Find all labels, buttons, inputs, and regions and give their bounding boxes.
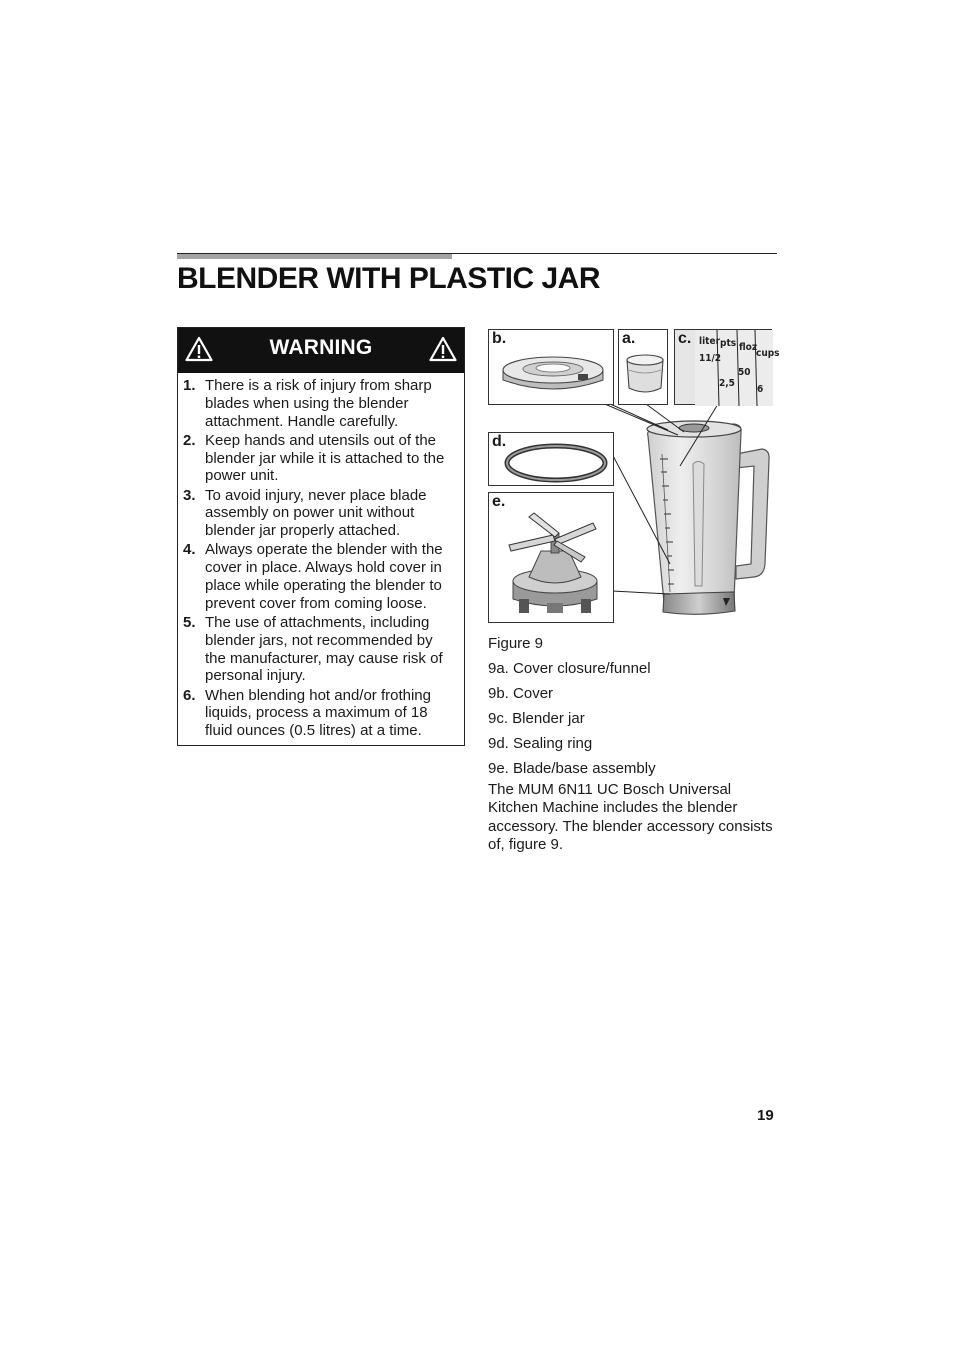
warning-item-text: Always operate the blender with the cover in place. Always hold cover in place while operating the blender to prevent cover from coming loose. bbox=[205, 541, 443, 612]
part-label: 9e. Blade/base assembly bbox=[488, 760, 656, 777]
callout-jar-scale bbox=[674, 329, 780, 405]
part-label: 9b. Cover bbox=[488, 685, 554, 702]
warning-item-text: To avoid injury, never place blade assembly on power unit without blender jar properly attached. bbox=[205, 486, 427, 540]
warning-item bbox=[183, 614, 454, 685]
callout-sealing-ring bbox=[488, 432, 614, 486]
warning-triangle-icon bbox=[429, 336, 457, 362]
part-label: 9c. Blender jar bbox=[488, 710, 585, 727]
blade-assembly-illustration bbox=[499, 511, 611, 621]
sealing-ring-illustration bbox=[503, 441, 609, 483]
scale-value-1: 11/2 bbox=[699, 353, 722, 364]
warning-item-text: Keep hands and utensils out of the blender jar while it is attached to the power unit. bbox=[205, 431, 445, 485]
warning-item-text: There is a risk of injury from sharp blades when using the blender attachment. Handle carefully. bbox=[205, 377, 432, 430]
callout-cover bbox=[488, 329, 614, 405]
warning-item-number: 2. bbox=[183, 431, 196, 449]
page-number: 19 bbox=[757, 1107, 774, 1124]
funnel-illustration bbox=[624, 352, 666, 398]
header-accent-bar bbox=[177, 254, 452, 259]
warning-item-number: 3. bbox=[183, 486, 196, 504]
scale-label-floz: floz bbox=[739, 342, 758, 353]
page-title: BLENDER WITH PLASTIC JAR bbox=[177, 262, 600, 295]
warning-item-text: When blending hot and/or frothing liquids, process a maximum of 18 fluid ounces (0.5 litres) at a time. bbox=[205, 686, 431, 740]
callout-blade-assembly bbox=[488, 492, 614, 623]
warning-item bbox=[183, 487, 454, 540]
jar-scale-illustration bbox=[675, 330, 780, 406]
scale-label-liter: liter bbox=[699, 336, 721, 347]
warning-item bbox=[183, 377, 454, 430]
callout-label-a: a. bbox=[622, 330, 636, 347]
part-label: 9d. Sealing ring bbox=[488, 735, 593, 752]
warning-header bbox=[178, 328, 464, 373]
warning-item-number: 4. bbox=[183, 541, 196, 559]
callout-funnel bbox=[618, 329, 668, 405]
warning-list bbox=[178, 373, 464, 740]
warning-item-number: 1. bbox=[183, 377, 196, 394]
scale-label-cups: cups bbox=[756, 348, 780, 359]
cover-illustration bbox=[499, 350, 607, 400]
part-label: 9a. Cover closure/funnel bbox=[488, 660, 651, 677]
warning-item-text: The use of attachments, including blender jars, not recommended by the manufacturer, may cause risk of personal injury. bbox=[205, 613, 443, 685]
scale-value-4: 6 bbox=[757, 384, 764, 395]
warning-box bbox=[177, 327, 465, 746]
warning-item-number: 6. bbox=[183, 686, 196, 704]
figure-captions bbox=[488, 631, 780, 854]
callout-label-c: c. bbox=[678, 330, 692, 347]
figure-caption: Figure 9 bbox=[488, 635, 544, 652]
warning-item bbox=[183, 541, 454, 612]
blender-figure bbox=[488, 329, 780, 624]
warning-title: WARNING bbox=[269, 336, 373, 359]
callout-label-e: e. bbox=[492, 493, 506, 510]
warning-item-number: 5. bbox=[183, 613, 196, 631]
callout-label-d: d. bbox=[492, 433, 507, 450]
scale-value-3: 50 bbox=[738, 367, 751, 378]
callout-label-b: b. bbox=[492, 330, 507, 347]
scale-value-2: 2,5 bbox=[719, 378, 735, 389]
scale-label-pts: pts bbox=[720, 338, 737, 349]
warning-item bbox=[183, 687, 454, 740]
warning-item bbox=[183, 432, 454, 485]
figure-description: The MUM 6N11 UC Bosch Universal Kitchen Machine includes the blender accessory. The blender accessory consists of, figure 9. bbox=[488, 781, 773, 853]
